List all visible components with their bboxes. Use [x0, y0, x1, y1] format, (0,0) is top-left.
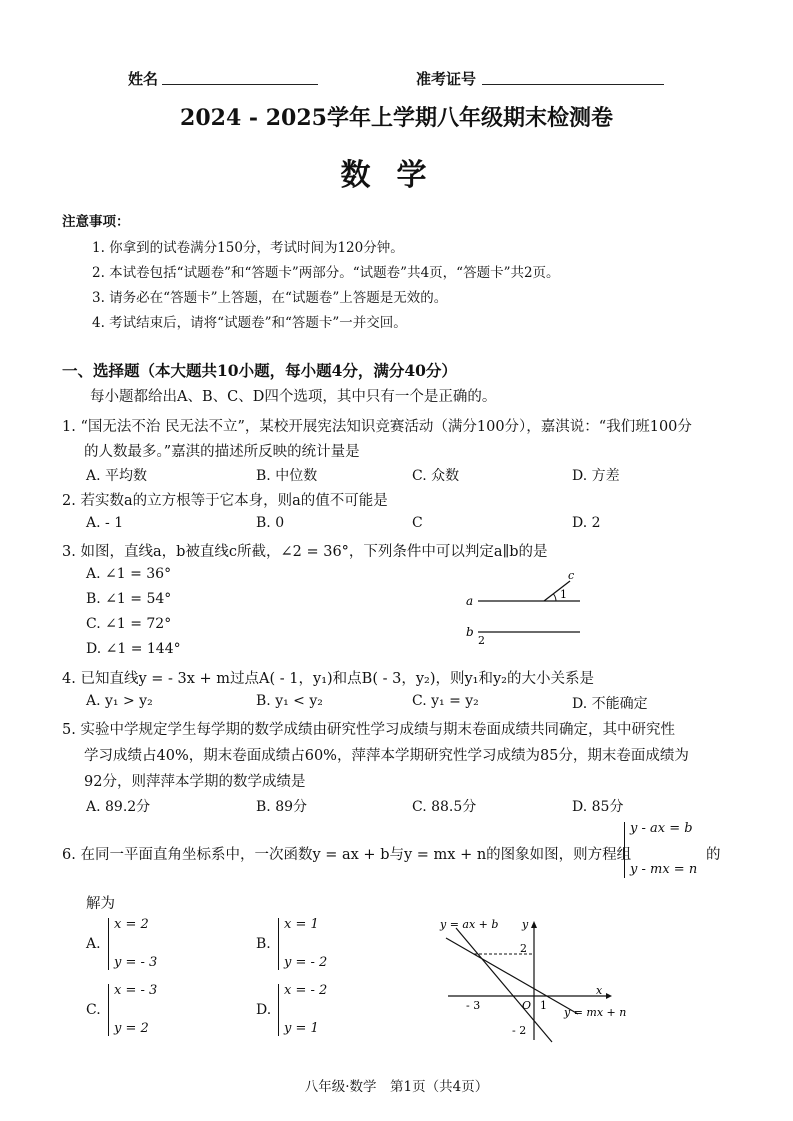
q6-system-top: y - ax = b — [630, 821, 693, 836]
name-blank-line — [162, 84, 318, 85]
q6-tick-x-neg3: - 3 — [466, 999, 481, 1012]
subject-title: 数学 — [340, 158, 453, 193]
q6-tick-y-2: 2 — [520, 942, 527, 955]
q3-label-angle1: 1 — [560, 588, 567, 601]
q6-line1: 6. 在同一平面直角坐标系中，一次函数y = ax + b与y = mx + n的图象如图，则方程组 — [62, 847, 632, 863]
q2-option-b: B. 0 — [256, 515, 285, 531]
q6-option-d-letter: D. — [256, 1002, 272, 1018]
q5-option-a: A. 89.2分 — [86, 799, 151, 815]
q5-option-d: D. 85分 — [572, 799, 624, 815]
q6-option-c-bottom: y = 2 — [114, 1021, 149, 1036]
q3-angle1-arc — [554, 594, 557, 601]
q3-option-d: D. ∠1 = 144° — [86, 641, 181, 657]
q1-option-c: C. 众数 — [412, 468, 460, 484]
page-footer: 八年级·数学 第1页（共4页） — [304, 1079, 489, 1095]
q3-figure — [462, 566, 592, 648]
note-item-4: 4. 考试结束后，请将“试题卷”和“答题卡”一并交回。 — [92, 315, 407, 331]
q6-y-label: y — [522, 918, 529, 931]
notes-heading: 注意事项： — [62, 214, 130, 230]
q2-option-c: C — [412, 515, 423, 531]
q3-label-angle2: 2 — [478, 634, 485, 647]
q6-option-c-top: x = - 3 — [114, 983, 158, 998]
q4-option-a: A. y₁ > y₂ — [86, 693, 153, 709]
q1-option-a: A. 平均数 — [86, 468, 148, 484]
q3-option-b: B. ∠1 = 54° — [86, 591, 172, 607]
q6-option-a-top: x = 2 — [114, 917, 149, 932]
q6-option-a-letter: A. — [86, 936, 101, 952]
q3-label-c: c — [568, 569, 575, 582]
q6-y-arrow-icon — [531, 921, 537, 928]
q3-label-b: b — [466, 625, 474, 639]
q5-option-b: B. 89分 — [256, 799, 308, 815]
q6-option-d-top: x = - 2 — [284, 983, 328, 998]
section-heading: 一、选择题（本大题共10小题，每小题4分，满分40分） — [62, 361, 457, 380]
q6-option-a-brace — [108, 918, 109, 970]
q6-x-arrow-icon — [606, 993, 612, 999]
q3-option-a: A. ∠1 = 36° — [86, 566, 172, 582]
q2-line1: 2. 若实数a的立方根等于它本身，则a的值不可能是 — [62, 493, 388, 509]
q1-option-b: B. 中位数 — [256, 468, 318, 484]
q4-line1: 4. 已知直线y = - 3x + m过点A( - 1，y₁)和点B( - 3，y₂)，则y₁和y₂的大小关系是 — [62, 671, 594, 687]
q6-option-b-letter: B. — [256, 936, 271, 952]
q2-option-a: A. - 1 — [86, 515, 124, 531]
q6-graph — [436, 910, 636, 1045]
q6-option-c-brace — [108, 984, 109, 1036]
q6-option-d-brace — [278, 984, 279, 1036]
q6-option-d-bottom: y = 1 — [284, 1021, 319, 1036]
q1-line2: 的人数最多。”嘉淇的描述所反映的统计量是 — [84, 444, 360, 460]
q6-option-b-bottom: y = - 2 — [284, 955, 328, 970]
q6-origin-label: O — [522, 999, 532, 1012]
q6-option-b-brace — [278, 918, 279, 970]
q6-tick-x-1: 1 — [540, 999, 547, 1012]
q6-system-bottom: y - mx = n — [630, 862, 698, 877]
q6-line2: 解为 — [86, 896, 115, 912]
q6-label-line1: y = ax + b — [440, 918, 499, 931]
q6-tick-y-neg2: - 2 — [512, 1024, 527, 1037]
q6-option-b-top: x = 1 — [284, 917, 319, 932]
q1-option-d: D. 方差 — [572, 468, 620, 484]
note-item-2: 2. 本试卷包括“试题卷”和“答题卡”两部分。“试题卷”共4页，“答题卡”共2页。 — [92, 265, 560, 281]
q6-x-label: x — [596, 984, 603, 997]
q5-line2: 学习成绩占40%，期末卷面成绩占60%，萍萍本学期研究性学习成绩为85分，期末卷面成绩为 — [84, 748, 689, 764]
section-instruction: 每小题都给出A、B、C、D四个选项，其中只有一个是正确的。 — [90, 389, 497, 405]
q6-label-line2: y = mx + n — [564, 1006, 627, 1019]
q3-label-a: a — [466, 594, 474, 608]
q6-line-ax-b — [456, 928, 552, 1042]
note-item-3: 3. 请务必在“答题卡”上答题，在“试题卷”上答题是无效的。 — [92, 290, 448, 306]
q6-answer-word: 的 — [706, 847, 721, 863]
q3-line1: 3. 如图，直线a，b被直线c所截，∠2 = 36°，下列条件中可以判定a∥b的是 — [62, 544, 548, 560]
q4-option-c: C. y₁ = y₂ — [412, 693, 479, 709]
q6-option-c-letter: C. — [86, 1002, 101, 1018]
q5-line1: 5. 实验中学规定学生每学期的数学成绩由研究性学习成绩与期末卷面成绩共同确定，其中研究性 — [62, 722, 675, 738]
q6-option-a-bottom: y = - 3 — [114, 955, 158, 970]
note-item-1: 1. 你拿到的试卷满分150分，考试时间为120分钟。 — [92, 240, 404, 256]
exam-title: 2024 - 2025学年上学期八年级期末检测卷 — [180, 105, 613, 131]
q5-line3: 92分，则萍萍本学期的数学成绩是 — [84, 774, 306, 790]
exam-id-label: 准考证号 — [416, 70, 477, 88]
q4-option-b: B. y₁ < y₂ — [256, 693, 323, 709]
q3-option-c: C. ∠1 = 72° — [86, 616, 172, 632]
exam-id-blank-line — [482, 84, 664, 85]
q5-option-c: C. 88.5分 — [412, 799, 477, 815]
q2-option-d: D. 2 — [572, 515, 601, 531]
q6-system-brace — [624, 822, 625, 878]
name-label: 姓名 — [128, 70, 159, 88]
q4-option-d: D. 不能确定 — [572, 696, 648, 712]
q1-line1: 1. “国无法不治 民无法不立”，某校开展宪法知识竞赛活动（满分100分），嘉淇说：“我们班100分 — [62, 419, 692, 435]
